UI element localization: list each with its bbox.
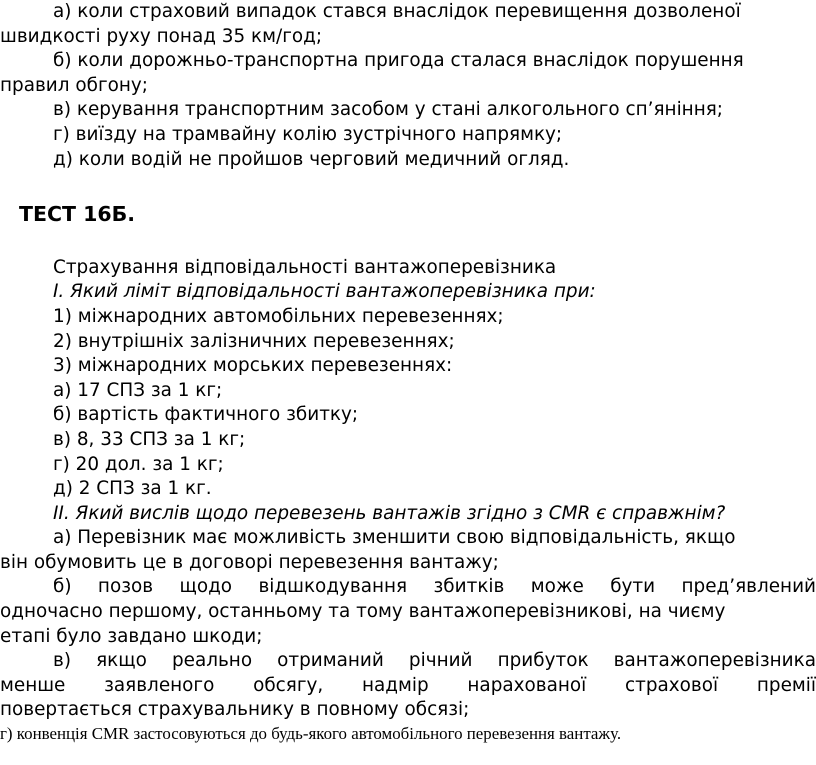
q2-option-a-line1: а) Перевізник має можливість зменшити свою відповідальність, якщо [53, 527, 736, 549]
q2-option-c-line3: повертається страхувальнику в повному обсязі; [0, 699, 470, 721]
q1-item: д) 2 СПЗ за 1 кг. [53, 478, 212, 500]
q2-option-c-line2: менше заявленого обсягу, надмір нарахованої страхової премії [0, 674, 816, 696]
q2-option-d: г) конвенція CMR застосовуються до будь-якого автомобільного перевезення вантажу. [0, 724, 622, 744]
q2-option-b-line2: одночасно першому, останньому та тому вантажоперевізникові, на чиєму [0, 601, 726, 623]
intro-option-a-line1: а) коли страховий випадок стався внаслідок перевищення дозволеної [53, 1, 741, 22]
q1-item: 1) міжнародних автомобільних перевезеннях; [53, 305, 504, 327]
q1-item: г) 20 дол. за 1 кг; [53, 453, 224, 475]
intro-option-b-line1: б) коли дорожньо-транспортна пригода сталася внаслідок порушення [53, 50, 744, 72]
test-title: ТЕСТ 16Б. [19, 202, 136, 227]
q2-option-b-line3: етапі було завдано шкоди; [0, 625, 263, 647]
intro-option-a-line2: швидкості руху понад 35 км/год; [0, 25, 323, 47]
intro-option-b-line2: правил обгону; [0, 74, 148, 96]
q1-item: в) 8, 33 СПЗ за 1 кг; [53, 428, 246, 450]
intro-option-e: д) коли водій не пройшов черговий медичний огляд. [53, 148, 570, 170]
q1-item: а) 17 СПЗ за 1 кг; [53, 379, 223, 401]
intro-option-c: в) керування транспортним засобом у стані алкогольного сп’яніння; [53, 99, 723, 121]
q2-option-a-line2: він обумовить це в договорі перевезення вантажу; [0, 551, 499, 573]
intro-option-d: г) виїзду на трамвайну колію зустрічного напрямку; [53, 123, 563, 145]
q2-option-c-line1: в) якщо реально отриманий річний прибуток вантажоперевізника [53, 650, 816, 672]
q1-item: б) вартість фактичного збитку; [53, 404, 359, 426]
question-1: I. Який ліміт відповідальності вантажоперевізника при: [53, 281, 596, 303]
q2-option-b-line1: б) позов щодо відшкодування збитків може бути пред’явлений [53, 576, 816, 598]
q1-item: 3) міжнародних морських перевезеннях: [53, 355, 453, 377]
topic-title: Страхування відповідальності вантажоперевізника [53, 256, 557, 278]
q1-item: 2) внутрішніх залізничних перевезеннях; [53, 330, 455, 352]
question-2: II. Який вислів щодо перевезень вантажів згідно з CMR є справжнім? [53, 502, 726, 524]
